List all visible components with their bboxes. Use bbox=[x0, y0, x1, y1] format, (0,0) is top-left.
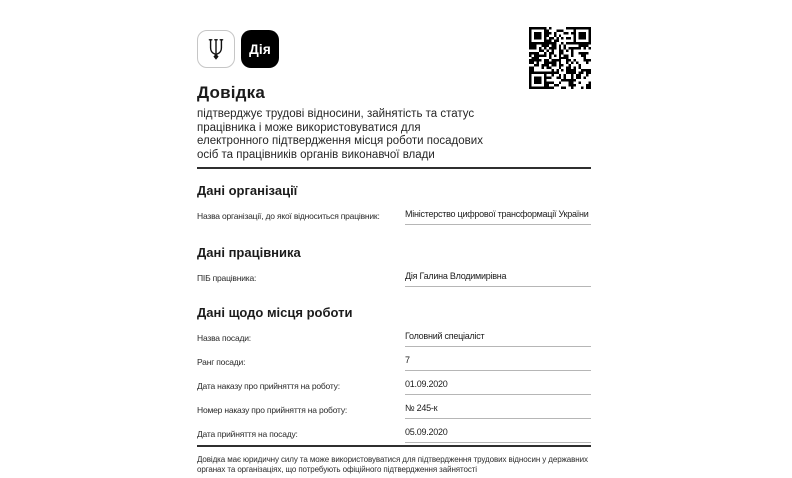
section-heading-employee: Дані працівника bbox=[197, 245, 301, 261]
section-heading-workplace: Дані щодо місця роботи bbox=[197, 305, 353, 321]
description-line: осіб та працівників органів виконавчої влади bbox=[197, 148, 435, 161]
field-label: Дата прийняття на посаду: bbox=[197, 429, 298, 440]
separator-bottom bbox=[197, 445, 591, 447]
legal-note bbox=[197, 455, 591, 475]
field-value: 01.09.2020 bbox=[405, 379, 591, 395]
description-line: підтверджує трудові відносини, зайнятість та статус bbox=[197, 108, 475, 120]
ukraine-trident-icon bbox=[197, 30, 235, 68]
field-row-employee-name bbox=[197, 271, 591, 287]
field-row-hire-order-date bbox=[197, 379, 591, 395]
field-label: Номер наказу про прийняття на роботу: bbox=[197, 405, 348, 416]
field-value: Міністерство цифрової трансформації України bbox=[405, 209, 591, 225]
field-row-position-title bbox=[197, 331, 591, 347]
page-title: Довідка bbox=[197, 83, 266, 102]
description-line: електронного підтвердження місця роботи посадових bbox=[197, 135, 483, 148]
field-row-organization-name bbox=[197, 209, 591, 225]
field-label: Дата наказу про прийняття на роботу: bbox=[197, 381, 340, 392]
field-value: Дія Галина Влодимирівна bbox=[405, 271, 591, 287]
field-row-position-rank bbox=[197, 355, 591, 371]
section-heading-organization: Дані організації bbox=[197, 183, 298, 199]
field-label: Ранг посади: bbox=[197, 357, 246, 368]
field-value: 7 bbox=[405, 355, 591, 371]
field-label: Назва посади: bbox=[197, 333, 251, 344]
certificate-document bbox=[197, 30, 591, 475]
field-value: 05.09.2020 bbox=[405, 427, 591, 443]
field-value: Головний спеціаліст bbox=[405, 331, 591, 347]
legal-note-line: Довідка має юридичну силу та може використовуватися для підтвердження трудових відносин у державних bbox=[197, 455, 588, 465]
diia-app-logo: Дія bbox=[241, 30, 279, 68]
qr-code bbox=[529, 27, 591, 89]
field-label: Назва організації, до якої відноситься працівник: bbox=[197, 211, 380, 222]
description bbox=[197, 108, 591, 162]
description-line: працівника і може використовуватися для bbox=[197, 121, 421, 134]
field-row-hire-order-number bbox=[197, 403, 591, 419]
legal-note-line: органах та організаціях, що потребують офіційного підтвердження зайнятості bbox=[197, 465, 477, 475]
separator-top bbox=[197, 167, 591, 169]
field-value: № 245-к bbox=[405, 403, 591, 419]
field-label: ПІБ працівника: bbox=[197, 273, 257, 284]
field-row-position-start-date bbox=[197, 427, 591, 443]
